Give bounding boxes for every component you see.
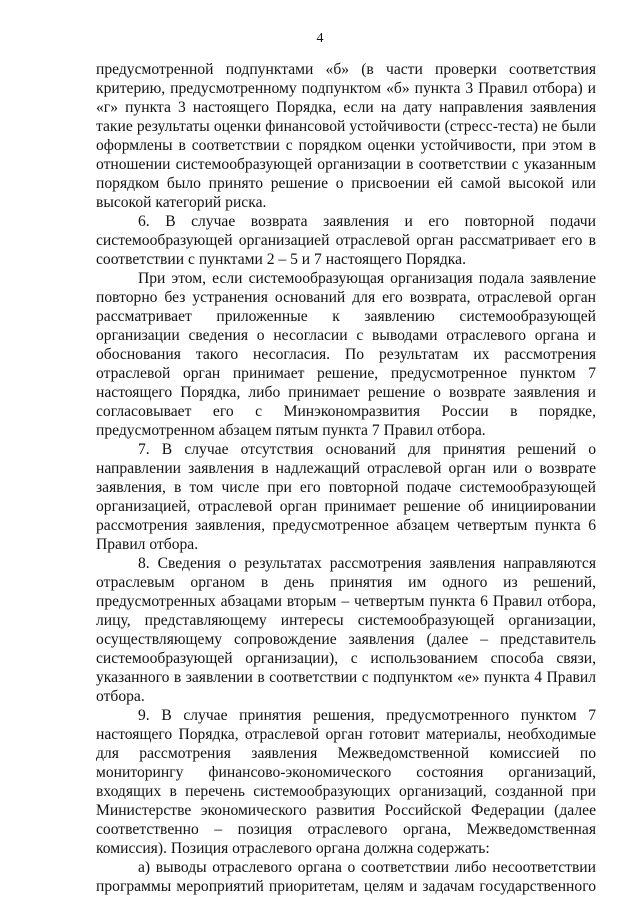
page-number: 4 (316, 31, 324, 46)
paragraph-item-6: 6. В случае возврата заявления и его повторной подачи системообразующей организацией отраслевой орган рассматривает его в соответствии с пунктами 2 – 5 и 7 настоящего Порядка. (96, 213, 596, 268)
paragraph-item-9: 9. В случае принятия решения, предусмотренного пунктом 7 настоящего Порядка, отраслевой орган готовит материалы, необходимые для рассмотрения заявления Межведомственной комиссией по мониторингу финансово-экономического состояния организаций, входящих в перечень системообразующих организаций, созданной при Министерстве экономического развития Российской Федерации (далее соответственно – позиция отраслевого органа, Межведомственная комиссия). Позиция отраслевого органа должна содержать: (96, 707, 596, 857)
paragraph-item-6-note: При этом, если системообразующая организация подала заявление повторно без устранения оснований для его возврата, отраслевой орган рассматривает приложенные к заявлению системообразующей организации сведения о несогласии с выводами отраслевого органа и обоснования такого несогласия. По результатам их рассмотрения отраслевой орган принимает решение, предусмотренное пунктом 7 настоящего Порядка, либо принимает решение о возврате заявления и согласовывает его с Минэкономразвития России в порядке, предусмотренном абзацем пятым пункта 7 Правил отбора. (96, 270, 596, 439)
document-body (96, 60, 596, 896)
paragraph-subitem-a: а) выводы отраслевого органа о соответствии либо несоответствии программы мероприятий приоритетам, целям и задачам государственного (96, 859, 596, 895)
paragraph-item-7: 7. В случае отсутствия оснований для принятия решений о направлении заявления в надлежащий отраслевой орган или о возврате заявления, в том числе при его повторной подаче системообразующей организацией, отраслевой орган принимает решение об инициировании рассмотрения заявления, предусмотренное абзацем четвертым пункта 6 Правил отбора. (96, 441, 596, 553)
paragraph-continuation: предусмотренной подпунктами «б» (в части проверки соответствия критерию, предусмотренному подпунктом «б» пункта 3 Правил отбора) и «г» пункта 3 настоящего Порядка, если на дату направления заявления такие результаты оценки финансовой устойчивости (стресс-теста) не были оформлены в соответствии с порядком оценки устойчивости, при этом в отношении системообразующей организации в соответствии с указанным порядком было принято решение о присвоении ей самой высокой или высокой категорий риска. (96, 61, 596, 211)
paragraph-item-8: 8. Сведения о результатах рассмотрения заявления направляются отраслевым органом в день принятия им одного из решений, предусмотренных абзацами вторым – четвертым пункта 6 Правил отбора, лицу, представляющему интересы системообразующей организации, осуществляющему сопровождение заявления (далее – представитель системообразующей организации), с использованием способа связи, указанного в заявлении в соответствии с подпунктом «е» пункта 4 Правил отбора. (96, 555, 596, 705)
